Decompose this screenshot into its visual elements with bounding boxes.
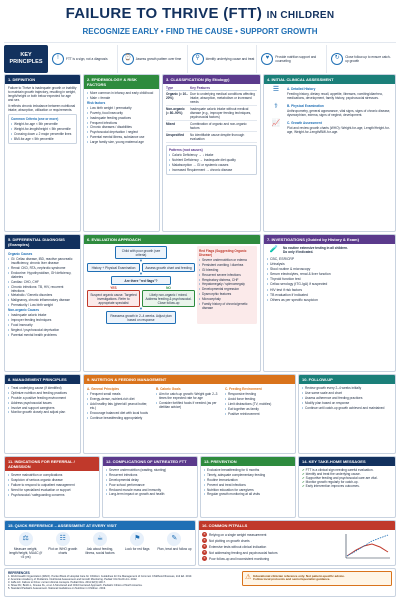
organic-title: Organic Causes	[8, 252, 33, 256]
investigation-item: • TB evaluation if indicated	[267, 293, 392, 297]
table-row	[166, 121, 257, 132]
criteria-item: • BMI-for-age < 5th percentile	[11, 137, 74, 141]
prevention-item: • Nutrition education for caregivers	[204, 488, 292, 492]
criteria-title: Common Criteria (one or more)	[11, 117, 59, 121]
nutrition-item: • Limit distractions (TV, mobiles)	[225, 402, 292, 406]
reference-item: 2. American Academy of Pediatrics. Nutritional Assessment and Growth Monitoring. Pediatr Clin North Am. 2022.	[8, 577, 138, 581]
growth-chart-icon: 📈	[271, 120, 281, 127]
table-cell: No identifiable cause despite thorough evaluation	[190, 133, 245, 141]
flow-start: Child with poor growth (see criteria)	[115, 246, 167, 259]
section-evaluation	[83, 234, 261, 372]
section-follow-up	[298, 374, 396, 454]
nutrition-item: • Continue breastfeeding appropriately	[87, 416, 154, 420]
follow-up-item: • Use same scale and chart	[302, 391, 392, 395]
follow-up-item: • Assess adherence and feeding practices	[302, 396, 392, 400]
nutrition-item: • Add healthy fats (ghee/oil/ peanut butter, etc.)	[87, 402, 154, 410]
assessment-subtitle: A. Detailed History	[287, 87, 316, 91]
section-title: 13. PREVENTION	[201, 457, 295, 466]
referral-item: • Suspicion of serious organic disease	[8, 478, 96, 482]
reference-item: 5. Standard Pediatric Assessment. National Guidelines on Nutrition in Children. 2019.	[8, 587, 106, 591]
flow-yes: YES	[110, 286, 117, 290]
disclaimer-text: Follow local protocols and senior/specialist guidance.	[253, 577, 331, 582]
prevention-item: • Prevent and treat infections	[204, 483, 292, 487]
references	[4, 568, 396, 597]
red-flag-item: • Recurrent severe infections	[199, 273, 255, 277]
checkmark-icon: ✔	[302, 480, 305, 484]
nutrition-item: • Energy-dense, nutrient-rich diet	[87, 397, 154, 401]
section-classification	[162, 74, 261, 232]
key-principle-item	[120, 45, 188, 73]
nutrition-item: • Avoid force feeding	[225, 397, 292, 401]
key-principle-text: Identify underlying cause and treat	[205, 57, 255, 61]
risk-item: • Poverty, food insecurity	[87, 111, 156, 115]
patterns-title: Patterns (root causes)	[169, 148, 203, 152]
key-principle-text: Close follow-up to ensure catch-up growth	[345, 55, 391, 63]
pattern-item: • Nutrient Deficiency → Inadequate diet quality	[169, 158, 254, 162]
checkmark-icon: ✔	[302, 476, 305, 480]
pattern-item: • Malabsorption → GI or systemic causes	[169, 163, 254, 167]
disclaimer-text: Educational clinician reference only. Not patient-specific advice.	[253, 573, 345, 578]
references-title: REFERENCES	[8, 570, 30, 575]
pitfall-text: Relying on a single weight measurement	[209, 532, 267, 537]
section-nutrition	[83, 374, 296, 454]
section-title: 9. NUTRITION & FEEDING MANAGEMENT	[84, 375, 295, 384]
epi-item: • More common in infancy and early childhood	[87, 91, 156, 95]
organic-item: • Malignancy, chronic inflammatory disease	[8, 298, 77, 302]
pattern-item: • Caloric Deficiency → ↓ intake	[169, 153, 254, 157]
cross-icon: ✕	[203, 555, 206, 560]
section-take-home	[298, 456, 396, 518]
management-item: • Treat underlying cause (if identified)	[8, 386, 77, 390]
nutrition-subtitle: A. General Principles	[87, 387, 120, 391]
referral-item: • Need for specialized evaluation or support	[8, 488, 96, 492]
red-flags-title: Red Flags (Suggesting Organic Disease)	[199, 249, 247, 257]
title-suffix: IN CHILDREN	[266, 10, 335, 21]
pitfall-text: Extensive tests without clinical indication	[209, 544, 267, 549]
search-icon: ⚲	[192, 53, 204, 65]
section-differential	[4, 234, 81, 372]
pitfall-text: Not addressing feeding and psychosocial factors	[209, 550, 278, 555]
section-clinical-assessment	[263, 74, 396, 232]
pattern-item: • Increased Requirement → chronic disease	[169, 168, 254, 172]
reference-item: 1. World Health Organization (WHO). Pocket Book of Hospital Care for Children: Guidelines for the Management of Common Childhood Illnesses, 2nd Ed. 2013.	[8, 574, 193, 578]
nutrition-item: • Consider fortified foods if needed (as per dietitian advice)	[156, 401, 223, 409]
pitfall-item	[202, 532, 340, 537]
referral-item: • Failure to respond to outpatient management	[8, 483, 96, 487]
flow-growth-chart: Assess growth chart and feeding	[142, 263, 195, 272]
arrow-down-icon: ▼	[139, 306, 143, 311]
assessment-text: Plot and review growth charts (WHO): Weight-for-age, Length/Height-for-age, Weight-for-Length/BMI-for-age.	[287, 126, 390, 134]
quick-ref-item	[157, 532, 192, 559]
risk-item: • Parental mental illness, substance use	[87, 135, 156, 139]
investigation-item: • Others as per specific suspicion	[267, 298, 392, 302]
clock-icon: ⌚	[122, 53, 134, 65]
cross-icon: ✕	[203, 537, 206, 542]
risk-item: • Frequent infections	[87, 121, 156, 125]
follow-up-item: • Continue until catch-up growth achieved and maintained	[302, 406, 392, 410]
section-title: 7. INVESTIGATIONS (Guided by History & Exam)	[264, 235, 395, 244]
table-row	[166, 91, 257, 106]
criteria-item: • Crossing down ≥ 2 major percentile lines	[11, 132, 74, 136]
complication-item: • Reduced muscle mass and immunity	[106, 488, 194, 492]
table-cell: Organic (≈ 10–20%)	[166, 92, 188, 100]
scale-icon: ⚖	[19, 532, 33, 546]
investigation-item: • Stool routine & microscopy	[267, 267, 392, 271]
arrow-down-icon: ▼	[139, 271, 143, 276]
investigation-item: • Urinalysis	[267, 262, 392, 266]
red-flag-item: • Family history of chronic/genetic disease	[199, 302, 255, 310]
nonorganic-item: • Parental mental health problems	[8, 333, 77, 337]
take-home-item	[302, 484, 392, 488]
section-title: 8. MANAGEMENT PRINCIPLES	[5, 375, 80, 384]
section-definition	[4, 74, 81, 232]
assessment-text: Feeding history, dietary recall, appetite, illnesses, vomiting/diarrhea, medications, development, family history, psychosocial stressors.	[287, 92, 383, 100]
quick-ref-item	[82, 532, 117, 559]
disclaimer-box	[242, 571, 392, 586]
nutrition-item: • Encourage balanced diet with local foods	[87, 411, 154, 415]
red-flag-item: • Persistent vomiting / diarrhea	[199, 263, 255, 267]
cross-icon: ✕	[203, 531, 206, 536]
section-quick-reference	[4, 520, 196, 566]
quick-ref-text: Plan, treat and follow up	[157, 547, 192, 551]
quick-ref-item	[8, 532, 43, 559]
investigation-item: • HIV test if risk factors	[267, 288, 392, 292]
pitfall-item	[202, 538, 340, 543]
complication-item: • Severe undernutrition (wasting, stunting)	[106, 468, 194, 472]
flow-history: History + Physical Examination	[87, 263, 140, 272]
section-investigations	[263, 234, 396, 372]
take-home-text: Monitor growth regularly for catch-up.	[305, 480, 359, 484]
nutrition-subtitle: B. Caloric Goals	[156, 387, 181, 391]
cross-icon: ✕	[203, 543, 206, 548]
organic-item: • GI: Celiac disease, IBD, reactive pancreatic insufficiency, chronic liver disease	[8, 257, 77, 265]
section-title	[5, 235, 80, 249]
pitfall-item	[202, 544, 340, 549]
risk-item: • Low birth weight / prematurity	[87, 106, 156, 110]
risk-item: • Psychosocial deprivation / neglect	[87, 130, 156, 134]
patterns-box	[166, 145, 257, 176]
referral-item: • Psychosocial / safeguarding concerns	[8, 493, 96, 497]
red-flag-item: • Hepatomegaly / splenomegaly	[199, 282, 255, 286]
management-item: • Optimize nutrition and feeding practices	[8, 391, 77, 395]
section-epidemiology	[83, 74, 160, 232]
quick-ref-text: Plot on WHO growth charts	[48, 547, 78, 555]
organic-item: • Metabolic / Genetic disorders	[8, 293, 77, 297]
table-cell: Unspecified	[166, 133, 185, 137]
quick-ref-text: Look for red flags	[124, 547, 150, 551]
key-principle-item	[190, 45, 258, 73]
investigation-note: Do only if indicated.	[283, 250, 314, 254]
cross-icon: ✕	[203, 549, 206, 554]
red-flag-item: • Severe undernutrition or edema	[199, 258, 255, 262]
pitfall-text: Poor follow-up and inconsistent monitoring	[209, 556, 270, 561]
follow-up-item: • Review growth every 2–4 weeks initially	[302, 386, 392, 390]
plan-icon: ✎	[167, 532, 181, 546]
complication-item: • Long-term impact on growth and health	[106, 492, 194, 496]
organic-item: • Cardiac: CHD, CHF	[8, 280, 77, 284]
epi-item: • Male = female	[87, 96, 156, 100]
key-principles-row	[4, 45, 396, 73]
evaluation-flowchart	[87, 246, 195, 324]
prevention-item: • Timely, adequate complementary feeding	[204, 473, 292, 477]
key-principle-text: Provide nutrition support and counseling	[275, 55, 317, 63]
take-home-text: FTT is a clinical sign needing careful evaluation.	[305, 468, 374, 472]
prevention-item: • Exclusive breastfeeding for 6 months	[204, 468, 292, 472]
conversation-icon: ☕	[93, 532, 107, 546]
warning-icon: ⚠	[245, 574, 252, 581]
section-title: 16. COMMON PITFALLS	[199, 521, 395, 530]
heart-icon: ♥	[261, 53, 273, 65]
key-principle-item	[329, 45, 396, 73]
key-principle-item	[50, 45, 118, 73]
poster-tagline: RECOGNIZE EARLY • FIND THE CAUSE • SUPPORT GROWTH	[82, 27, 318, 36]
flag-icon: ⚑	[130, 532, 144, 546]
poster-title	[4, 3, 396, 24]
alert-icon: !	[52, 53, 64, 65]
organic-item: • Renal: CKD, RTA, nephrotic syndrome	[8, 266, 77, 270]
risk-item: • Inadequate feeding practices	[87, 116, 156, 120]
checkmark-icon: ✔	[302, 472, 305, 476]
prevention-item: • Regular growth monitoring at all visits	[204, 492, 292, 496]
assessment-subtitle: B. Physical Examination	[287, 104, 324, 108]
nutrition-subtitle: C. Feeding Environment	[225, 387, 262, 391]
flow-organic-path: Suspect organic cause. Targeted investigations. Refer to appropriate specialist	[87, 290, 140, 307]
assessment-subtitle: C. Growth Assessment	[287, 121, 322, 125]
nonorganic-title: Non-organic Causes	[8, 308, 39, 313]
red-flag-item: • GI bleeding	[199, 268, 255, 272]
quick-ref-item	[120, 532, 155, 559]
investigation-item: • Thyroid function test	[267, 277, 392, 281]
section-management	[4, 374, 81, 454]
table-cell: Due to underlying medical conditions affecting intake, absorption, metabolism or increased needs	[190, 92, 255, 104]
management-item: • Monitor growth closely and adjust plan	[8, 410, 77, 414]
reference-item: 4. Shaw RJ, Bodin L, Krause KL, et al. A Structured and Child Centered Approach. Pediatric Clinics of North America.	[8, 584, 143, 588]
risk-title: Risk factors	[87, 100, 106, 105]
arrow-down-icon: ▼	[139, 258, 143, 263]
management-item: • Provide a positive feeding environment	[8, 396, 77, 400]
nutrition-item: • Responsive feeding	[225, 392, 292, 396]
section-title: 3. CLASSIFICATION (By Etiology)	[163, 75, 260, 84]
risk-item: • Chronic diseases / disabilities	[87, 125, 156, 129]
investigation-note: No routine extensive testing in all children.	[283, 246, 349, 250]
table-cell: Inadequate caloric intake without medical disease (e.g., improper feeding techniques, psychosocial factors)	[190, 107, 252, 119]
key-principle-text: Assess growth pattern over time	[135, 57, 182, 61]
section-referral	[4, 456, 100, 518]
table-cell: Combination of organic and non-organic factors	[190, 122, 247, 130]
section-title: 1. DEFINITION	[5, 75, 80, 84]
section-title: 11. INDICATIONS FOR REFERRAL / ADMISSION	[5, 457, 99, 471]
nonorganic-item: • Food insecurity	[8, 323, 77, 327]
quick-ref-text: Ask about feeding, illness, social factors	[85, 547, 115, 555]
section-title: 10. FOLLOW-UP	[299, 375, 395, 384]
nutrition-item: • Frequent small meals	[87, 392, 154, 396]
clipboard-icon: ☰	[272, 86, 280, 93]
quick-ref-text: Measure weight, length/height, MUAC (if <5 yrs)	[9, 547, 43, 559]
risk-item: • Large family size, young maternal age	[87, 140, 156, 144]
definition-text: Failure to Thrive is inadequate growth or inability to maintain growth trajectory, resulting in weight, length/height or both below expected for age and sex.	[8, 86, 77, 102]
test-tube-icon: 🧪	[269, 246, 279, 253]
poster-header	[4, 3, 396, 43]
red-flag-item: • Developmental regression	[199, 287, 255, 291]
management-item: • Address psychosocial issues	[8, 401, 77, 405]
investigation-item: • Serum electrolytes, renal & liver function	[267, 272, 392, 276]
criteria-item: • Weight-for-length/height < 5th percentile	[11, 127, 74, 131]
section-title: 4. INITIAL CLINICAL ASSESSMENT	[264, 75, 395, 84]
table-header: Key Features	[190, 86, 211, 90]
title-main: FAILURE TO THRIVE (FTT)	[65, 5, 263, 22]
flow-reassess: Reassess growth in 2–4 weeks. Adjust plan based on response	[106, 311, 176, 324]
checkmark-icon: ✔	[302, 484, 305, 488]
section-pitfalls	[198, 520, 396, 566]
nutrition-item: • Eat together as family	[225, 407, 292, 411]
table-header: Type	[166, 86, 174, 90]
table-row	[166, 106, 257, 121]
section-subtitle: (Examples)	[8, 242, 30, 247]
pitfall-item	[202, 556, 340, 561]
assessment-text: Anthropometry, general appearance, vital signs, signs of chronic disease, dysmorphism, edema, signs of neglect, development.	[287, 109, 391, 117]
nonorganic-item: • Improper feeding techniques	[8, 318, 77, 322]
nonorganic-item: • Inadequate caloric intake	[8, 313, 77, 317]
growth-chart-icon: ☷	[56, 532, 70, 546]
prevention-item: • Routine immunization	[204, 478, 292, 482]
section-title-text: 5. DIFFERENTIAL DIAGNOSIS	[8, 237, 65, 242]
section-complications	[102, 456, 198, 518]
key-principle-text: FTT is a sign, not a diagnosis	[66, 57, 108, 61]
key-principle-item	[259, 45, 327, 73]
red-flag-item: • Dysmorphic features	[199, 292, 255, 296]
referral-item: • Severe malnutrition or complications	[8, 473, 96, 477]
organic-item: • Prematurity / Low birth weight	[8, 303, 77, 307]
organic-item: • Endocrine: Hypothyroidism, GH deficiency, diabetes	[8, 271, 77, 279]
checkmark-icon: ✔	[302, 468, 305, 472]
table-cell: Mixed	[166, 122, 176, 126]
investigation-item: • CBC, ESR/CRP	[267, 257, 392, 261]
complication-item: • Poor school performance	[106, 483, 194, 487]
section-title: 15. QUICK REFERENCE – ASSESSMENT AT EVERY VISIT	[5, 521, 195, 530]
reference-item: 3. Jaffe AC. Failure to thrive: current clinical concepts. Pediatr Rev. 2011;32(3):100-7.	[8, 580, 106, 584]
flow-nonorganic-path: Likely non-organic / mixed. Address feeding & psychosocial. Close follow-up	[142, 290, 195, 307]
red-flags-box	[197, 246, 257, 324]
take-home-text: Early intervention improves outcomes.	[305, 484, 360, 488]
nutrition-item: • Positive reinforcement	[225, 412, 292, 416]
table-row	[166, 132, 257, 143]
stethoscope-icon: ⚕	[274, 103, 278, 110]
flow-no: NO	[166, 286, 171, 290]
section-title: 14. KEY TAKE-HOME MESSAGES	[299, 457, 395, 466]
section-title: 2. EPIDEMIOLOGY & RISK FACTORS	[84, 75, 159, 89]
refresh-icon: ↻	[331, 53, 343, 65]
complication-item: • Developmental delay	[106, 478, 194, 482]
pitfall-item	[202, 550, 340, 555]
complication-item: • Recurrent infections	[106, 473, 194, 477]
section-title: 12. COMPLICATIONS OF UNTREATED FTT	[103, 457, 197, 466]
nonorganic-item: • Neglect / psychosocial deprivation	[8, 328, 77, 332]
table-cell: Non-organic (≈ 80–90%)	[166, 107, 185, 115]
take-home-text: Identify and treat the underlying cause.	[305, 472, 361, 476]
criteria-box	[8, 114, 77, 145]
section-title: 6. EVALUATION APPROACH	[84, 235, 260, 244]
follow-up-item: • Modify plan based on response	[302, 401, 392, 405]
management-item: • Involve and support caregivers	[8, 406, 77, 410]
criteria-item: • Weight-for-age < 5th percentile	[11, 122, 74, 126]
nutrition-item: • Aim for catch-up growth: Weight gain 2–3 times the expected rate for age	[156, 392, 223, 400]
pitfall-growth-chart-icon	[342, 532, 392, 563]
investigation-item: • Celiac serology (tTG-IgA) if suspected	[267, 282, 392, 286]
quick-ref-item	[45, 532, 80, 559]
organic-item: • Chronic infections: TB, HIV, recurrent infections	[8, 285, 77, 293]
take-home-text: Supportive feeding and psychosocial care are vital.	[305, 476, 378, 480]
flow-question: Are there "red flags"?	[111, 276, 171, 285]
section-prevention	[200, 456, 296, 518]
red-flag-item: • Microcephaly	[199, 297, 255, 301]
pitfall-text: Not plotting on growth charts	[209, 538, 250, 543]
key-principles-label: KEY PRINCIPLES	[4, 45, 48, 73]
red-flag-item: • Respiratory distress, CHF	[199, 278, 255, 282]
definition-text-2: It reflects chronic imbalance between nutritional intake, absorption, utilization or requirements.	[8, 104, 76, 112]
